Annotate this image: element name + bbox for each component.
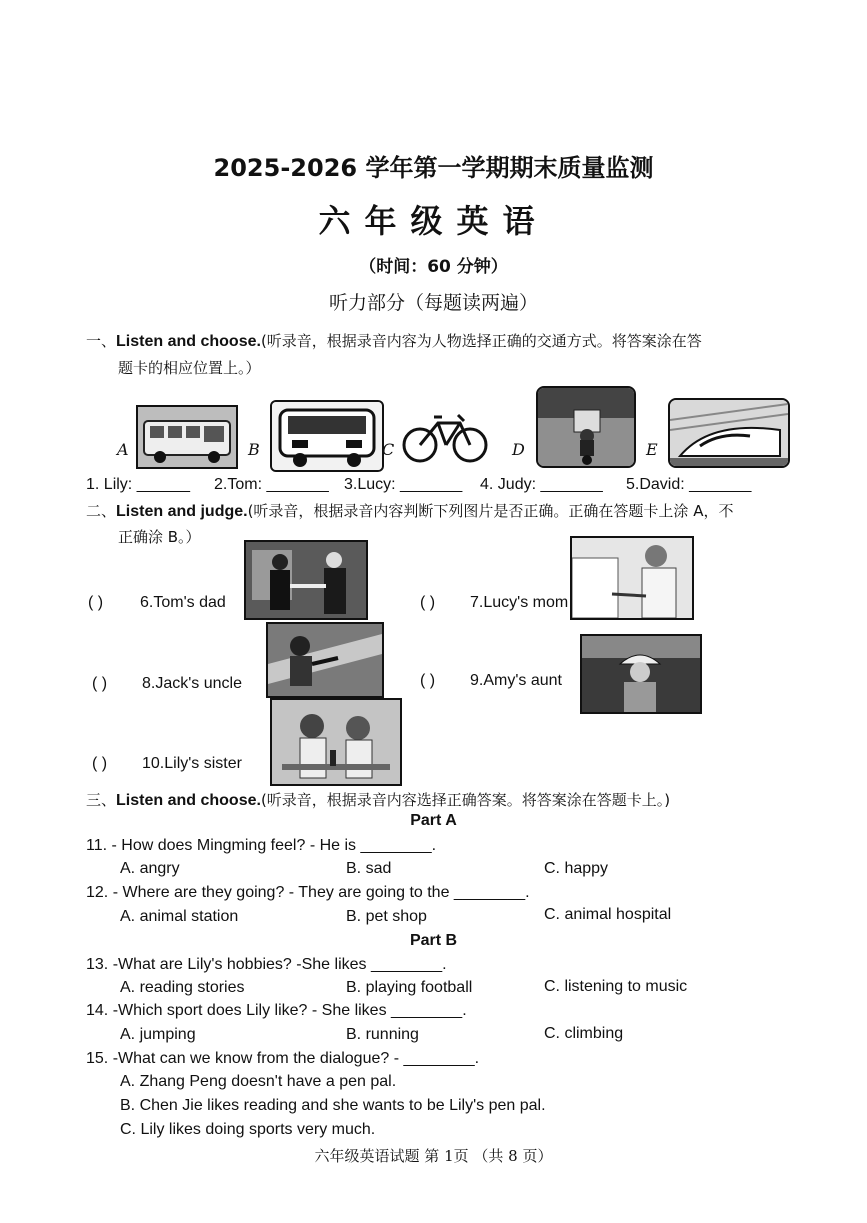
blank-1[interactable]: 1. Lily: ______ — [86, 476, 191, 493]
section1-instr-line2: 题卡的相应位置上。） — [118, 359, 261, 377]
question-13: 13. -What are Lily's hobbies? -She likes ________. — [86, 956, 447, 973]
exam-title: 2025-2026 学年第一学期期末质量监测 — [213, 154, 654, 182]
train-icon — [668, 398, 790, 468]
section2-instr-line2: 正确涂 B。） — [118, 528, 201, 546]
section1-heading: 一、Listen and choose.(听录音，根据录音内容为人物选择正确的交通方式。将答案涂在答 — [86, 332, 702, 350]
item-6-label: 6.Tom's dad — [140, 594, 226, 611]
question-15: 15. -What can we know from the dialogue? - ________. — [86, 1050, 480, 1067]
q14-option-a[interactable]: A. jumping — [120, 1026, 196, 1043]
item-8-label: 8.Jack's uncle — [142, 675, 242, 692]
item-9-label: 9.Amy's aunt — [470, 672, 562, 689]
q12-option-c[interactable]: C. animal hospital — [544, 906, 672, 923]
blank-3[interactable]: 3.Lucy: _______ — [344, 476, 463, 493]
part-a-heading: Part A — [410, 812, 457, 829]
q11-option-c[interactable]: C. happy — [544, 860, 609, 877]
blank-4[interactable]: 4. Judy: _______ — [480, 476, 603, 493]
q15-option-c[interactable]: C. Lily likes doing sports very much. — [120, 1121, 376, 1138]
handshake-icon — [244, 540, 368, 620]
answer-paren-9[interactable]: ( ) — [420, 672, 436, 689]
delivery-rider-icon — [536, 386, 636, 468]
listening-heading: 听力部分（每题读两遍） — [328, 292, 538, 314]
q11-option-a[interactable]: A. angry — [120, 860, 180, 877]
hardhat-icon — [580, 634, 702, 714]
picture-letter-e: E — [646, 440, 658, 459]
subject-title: 六年级英语 — [318, 202, 549, 240]
question-14: 14. -Which sport does Lily like? - She likes ________. — [86, 1002, 467, 1019]
q14-option-b[interactable]: B. running — [346, 1026, 419, 1043]
page-footer: 六年级英语试题 第 1页 （共 8 页） — [314, 1147, 553, 1165]
blank-2[interactable]: 2.Tom: _______ — [214, 476, 329, 493]
q11-option-b[interactable]: B. sad — [346, 860, 392, 877]
section3-heading: 三、Listen and choose.(听录音，根据录音内容选择正确答案。将答案涂在答题卡上。) — [86, 791, 671, 809]
picture-letter-c: C — [382, 440, 395, 459]
time-limit: （时间：60 分钟） — [359, 257, 508, 277]
section2-heading: 二、Listen and judge.(听录音，根据录音内容判断下列图片是否正确。正确在答题卡上涂 A，不 — [86, 502, 734, 520]
bicycle-icon — [400, 405, 490, 465]
question-11: 11. - How does Mingming feel? - He is ________. — [86, 837, 437, 854]
doctor-icon — [570, 536, 694, 620]
q15-option-a[interactable]: A. Zhang Peng doesn't have a pen pal. — [120, 1073, 397, 1090]
blank-5[interactable]: 5.David: _______ — [626, 476, 752, 493]
part-b-heading: Part B — [409, 932, 458, 949]
picture-letter-d: D — [512, 440, 525, 459]
answer-paren-6[interactable]: ( ) — [88, 594, 104, 611]
q14-option-c[interactable]: C. climbing — [544, 1025, 624, 1042]
q12-option-b[interactable]: B. pet shop — [346, 908, 427, 925]
answer-paren-10[interactable]: ( ) — [92, 755, 108, 772]
answer-paren-7[interactable]: ( ) — [420, 594, 436, 611]
item-10-label: 10.Lily's sister — [142, 755, 242, 772]
q13-option-c[interactable]: C. listening to music — [544, 978, 688, 995]
bus-icon — [136, 405, 238, 469]
q13-option-b[interactable]: B. playing football — [346, 979, 473, 996]
scientist-icon — [270, 698, 402, 786]
picture-letter-b: B — [248, 440, 260, 459]
picture-letter-a: A — [117, 440, 129, 459]
answer-paren-8[interactable]: ( ) — [92, 675, 108, 692]
worker-icon — [266, 622, 384, 698]
q13-option-a[interactable]: A. reading stories — [120, 979, 245, 996]
item-7-label: 7.Lucy's mom — [470, 594, 569, 611]
q12-option-a[interactable]: A. animal station — [120, 908, 239, 925]
q15-option-b[interactable]: B. Chen Jie likes reading and she wants to be Lily's pen pal. — [120, 1097, 546, 1114]
school-bus-icon — [270, 400, 384, 472]
question-12: 12. - Where are they going? - They are going to the ________. — [86, 884, 530, 901]
